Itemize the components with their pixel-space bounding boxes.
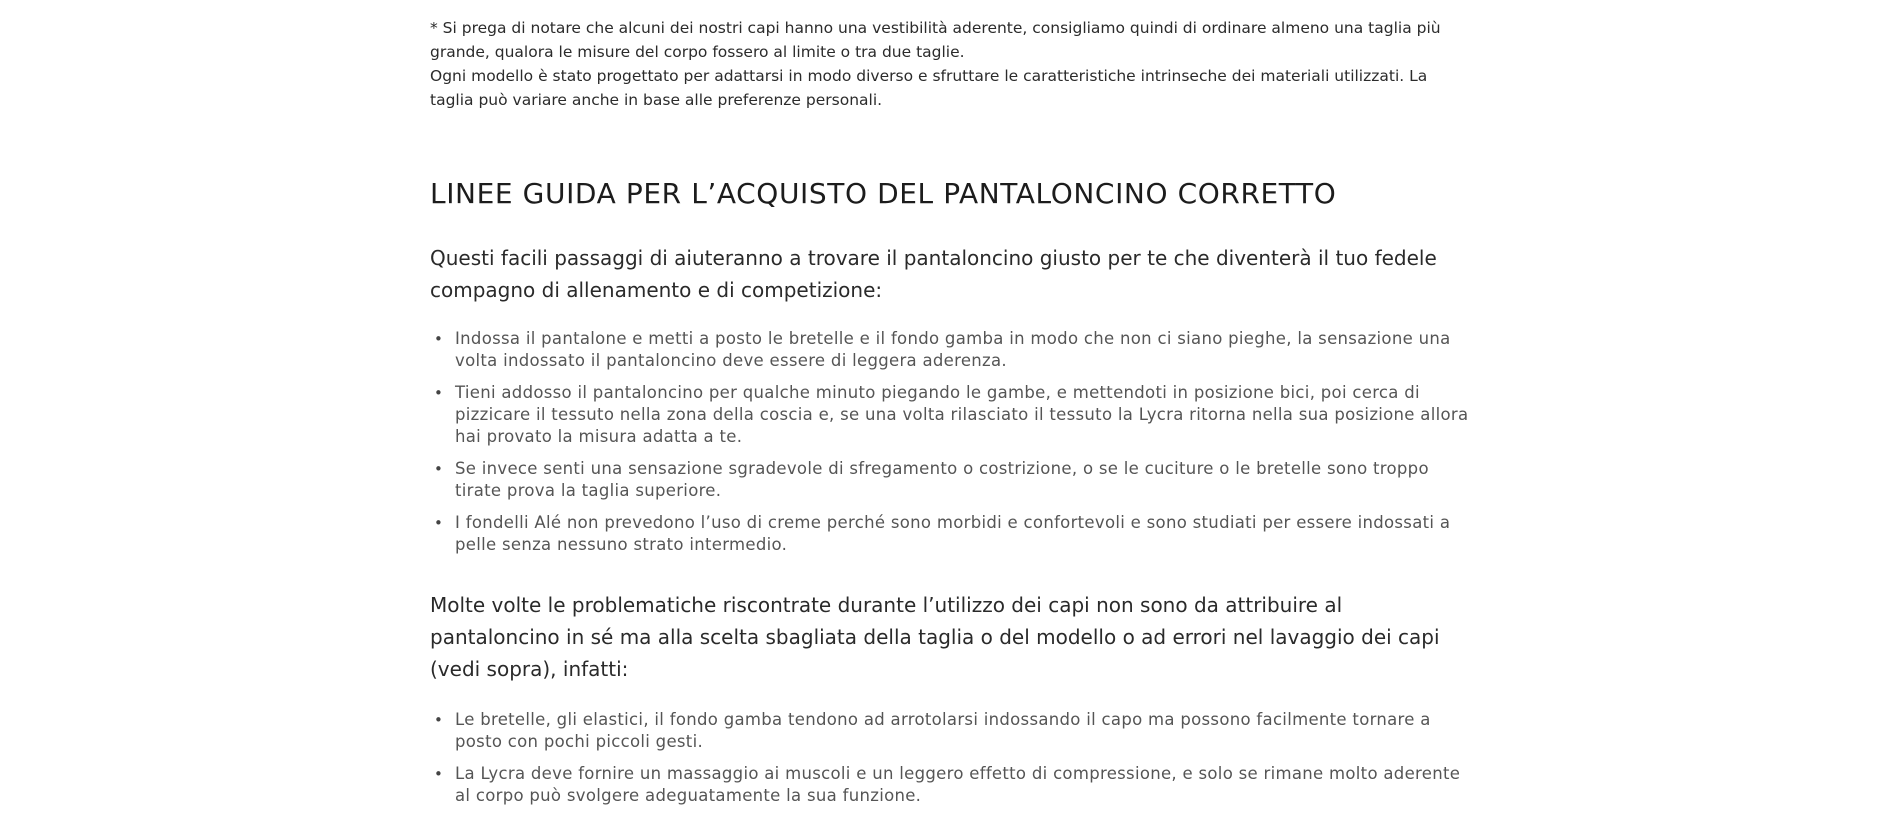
list-item: • Tieni addosso il pantaloncino per qualche minuto piegando le gambe, e mettendoti in posizione bici, poi cerca di pizzicare il tessuto nella zona della coscia e, se una volta rilasciato il tessuto la Lycra ritorna nella sua posizione allora hai provato la misura adatta a te.	[455, 382, 1470, 448]
article-content	[430, 0, 1470, 817]
fit-note-paragraph: * Si prega di notare che alcuni dei nostri capi hanno una vestibilità aderente, consigliamo quindi di ordinare almeno una taglia più grande, qualora le misure del corpo fossero al limite o tra due taglie.	[430, 19, 1441, 61]
list-item: • Se invece senti una sensazione sgradevole di sfregamento o costrizione, o se le cuciture o le bretelle sono troppo tirate prova la taglia superiore.	[455, 458, 1470, 502]
guide-title: LINEE GUIDA PER L’ACQUISTO DEL PANTALONCINO CORRETTO	[430, 177, 1337, 210]
fit-note	[430, 16, 1470, 112]
list-item: • Indossa il pantalone e metti a posto le bretelle e il fondo gamba in modo che non ci siano pieghe, la sensazione una volta indossato il pantaloncino deve essere di leggera aderenza.	[455, 328, 1470, 372]
problems-list	[430, 709, 1470, 807]
steps-list	[430, 328, 1470, 556]
guide-intro: Questi facili passaggi di aiuteranno a trovare il pantaloncino giusto per te che diventerà il tuo fedele compagno di allenamento e di competizione:	[430, 246, 1437, 302]
list-item: • La Lycra deve fornire un massaggio ai muscoli e un leggero effetto di compressione, e solo se rimane molto aderente al corpo può svolgere adeguatamente la sua funzione.	[455, 763, 1470, 807]
list-item: • Le bretelle, gli elastici, il fondo gamba tendono ad arrotolarsi indossando il capo ma possono facilmente tornare a posto con pochi piccoli gesti.	[455, 709, 1470, 753]
problems-intro: Molte volte le problematiche riscontrate durante l’utilizzo dei capi non sono da attribuire al pantaloncino in sé ma alla scelta sbagliata della taglia o del modello o ad errori nel lavaggio dei capi (vedi sopra), infatti:	[430, 593, 1440, 681]
list-item: • I fondelli Alé non prevedono l’uso di creme perché sono morbidi e confortevoli e sono studiati per essere indossati a pelle senza nessuno strato intermedio.	[455, 512, 1470, 556]
fit-note-paragraph: Ogni modello è stato progettato per adattarsi in modo diverso e sfruttare le caratteristiche intrinseche dei materiali utilizzati. La taglia può variare anche in base alle preferenze personali.	[430, 67, 1428, 109]
